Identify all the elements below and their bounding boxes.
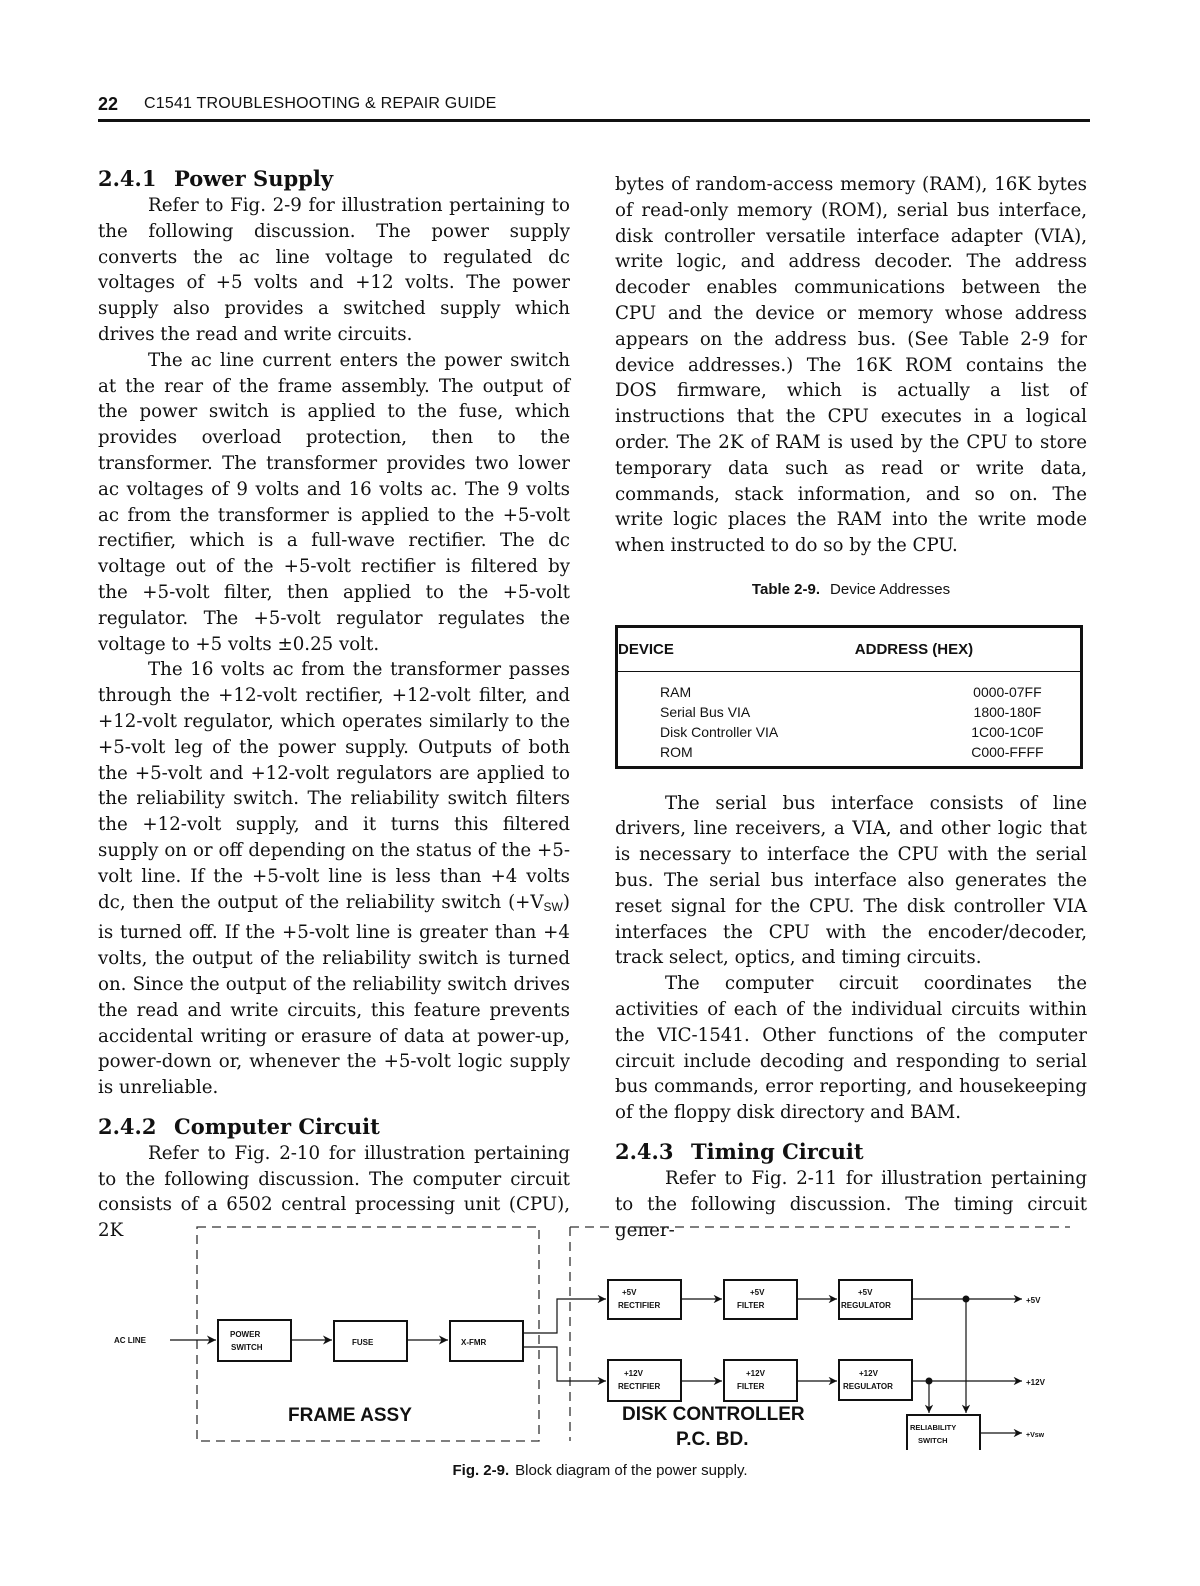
paragraph: The computer circuit coordinates the activities of each of the individual circuits within the VIC-1541. Other functions of the computer circuit include decoding and responding to serial bus commands, error reporting, and housekeeping of the floppy disk directory and BAM. <box>615 973 1087 1124</box>
svg-text:RELIABILITY: RELIABILITY <box>910 1423 957 1432</box>
svg-text:POWER: POWER <box>230 1330 261 1339</box>
svg-text:RECTIFIER: RECTIFIER <box>618 1301 661 1310</box>
vsw-output-label: +Vsw <box>1026 1432 1045 1439</box>
svg-text:+5V: +5V <box>622 1288 637 1297</box>
svg-text:SWITCH: SWITCH <box>918 1436 948 1445</box>
paragraph: Refer to Fig. 2-10 for illustration pertaining to the following discussion. The computer circuit consists of a 6502 central processing unit (CPU), 2K <box>98 1142 570 1242</box>
table-row: Serial Bus VIA 1800-180F <box>660 703 1042 720</box>
left-column <box>98 165 570 1244</box>
svg-text:FILTER: FILTER <box>737 1382 765 1391</box>
paragraph: The serial bus interface consists of line drivers, line receivers, a VIA, and other logic that is necessary to interface the CPU with the serial bus. The serial bus interface also generates the reset signal for the CPU. The disk controller VIA interfaces the CPU with the encoder/decoder, track select, optics, and timing circuits. <box>615 792 1087 969</box>
section-heading-power-supply: 2.4.1 Power Supply <box>98 166 334 191</box>
12v-filter-block <box>724 1360 797 1401</box>
table-row: ROM C000-FFFF <box>660 743 1044 760</box>
disk-controller-label: DISK CONTROLLER <box>622 1404 805 1425</box>
paragraph: The 16 volts ac from the transformer passes through the +12-volt rectifier, +12-volt filter, and +12-volt regulator, which operates similarly to the +5-volt leg of the power supply. Outputs of both the +5-volt and +12-volt regulators are applied to the reliability switch. The reliability switch filters the +12-volt supply, and it turns this filtered supply on or off depending on the status of the +5-volt line. If the +5-volt line is less than +4 volts dc, then the output of the reliability switch $(+V_{SW})$ is turned off. If the +5-volt line is greater than +4 volts, the output of the reliability switch is turned on. Since the output of the reliability switch drives the read and write circuits, this feature prevents accidental writing or erasure of data at power-up, power-down or, whenever the +5-volt logic supply is unreliable. <box>98 659 570 1099</box>
svg-text:FUSE: FUSE <box>352 1338 374 1347</box>
ac-line-label: AC LINE <box>114 1336 146 1345</box>
svg-text:FILTER: FILTER <box>737 1301 765 1310</box>
svg-text:RECTIFIER: RECTIFIER <box>618 1382 661 1391</box>
5v-rectifier-block <box>608 1280 681 1319</box>
svg-text:REGULATOR: REGULATOR <box>841 1301 891 1310</box>
table-caption: Table 2-9. Device Addresses <box>751 580 951 598</box>
section-heading-computer-circuit: 2.4.2 Computer Circuit <box>98 1113 380 1139</box>
12v-output-label: +12V <box>1026 1378 1045 1387</box>
paragraph: Refer to Fig. 2-9 for illustration pertaining to the following discussion. The power supply converts the ac line voltage to regulated dc voltages of +5 volts and +12 volts. The power supply also provides a switched supply which drives the read and write circuits. <box>98 195 570 345</box>
table-row: RAM 0000-07FF <box>660 683 1042 700</box>
svg-text:+12V: +12V <box>746 1369 765 1378</box>
column-header: ADDRESS (HEX) <box>855 626 1082 671</box>
svg-text:+12V: +12V <box>624 1369 643 1378</box>
column-header: DEVICE <box>617 626 855 671</box>
svg-text:+5V: +5V <box>750 1288 765 1297</box>
5v-output-label: +5V <box>1026 1296 1041 1305</box>
frame-assy-label: FRAME ASSY <box>288 1405 412 1426</box>
svg-text:SWITCH: SWITCH <box>231 1343 263 1352</box>
running-header <box>98 94 1090 122</box>
page-number: 22 <box>98 94 119 114</box>
paragraph: Refer to Fig. 2-11 for illustration pertaining to the following discussion. The timing circuit gener- <box>615 1167 1087 1241</box>
table-row: Disk Controller VIA 1C00-1C0F <box>660 723 1044 740</box>
section-heading-timing-circuit: 2.4.3 Timing Circuit <box>615 1138 864 1164</box>
paragraph: bytes of random-access memory (RAM), 16K bytes of read-only memory (ROM), serial bus interface, disk controller versatile interface adapter (VIA), write logic, and address decoder. The address decoder enables communications between the CPU and the device or memory whose address appears on the address bus. (See Table 2-9 for device addresses.) The 16K ROM contains the DOS firmware, which is actually a list of instructions that the CPU executes in a logical order. The 2K of RAM is used by the CPU to store temporary data such as read or write data, commands, stack information, and so on. The write logic places the RAM into the write mode when instructed to do so by the CPU. <box>615 174 1087 557</box>
svg-text:+5V: +5V <box>858 1288 873 1297</box>
paragraph: The ac line current enters the power switch at the rear of the frame assembly. The output of the power switch is applied to the fuse, which provides overload protection, then to the transformer. The transformer provides two lower ac voltages of 9 volts and 16 volts ac. The 9 volts ac from the transformer is applied to the +5-volt rectifier, which is a full-wave rectifier. The dc voltage out of the +5-volt rectifier is filtered by the +5-volt filter, then applied to the +5-volt regulator. The +5-volt regulator regulates the voltage to +5 volts ±0.25 volt. <box>98 349 570 655</box>
5v-regulator-block <box>839 1280 912 1319</box>
figure-caption: Fig. 2-9. Block diagram of the power supply. <box>452 1462 748 1479</box>
book-title: C1541 TROUBLESHOOTING & REPAIR GUIDE <box>144 95 497 112</box>
12v-rectifier-block <box>608 1360 681 1401</box>
power-switch-block <box>218 1320 291 1361</box>
device-address-table <box>615 625 1083 769</box>
svg-text:X-FMR: X-FMR <box>461 1338 487 1347</box>
svg-text:+12V: +12V <box>859 1369 878 1378</box>
right-column <box>615 172 1087 1243</box>
power-supply-block-diagram <box>110 1200 1090 1450</box>
12v-regulator-block <box>839 1360 912 1400</box>
5v-filter-block <box>724 1280 797 1319</box>
svg-text:REGULATOR: REGULATOR <box>843 1382 893 1391</box>
pc-board-label: P.C. BD. <box>676 1429 749 1450</box>
